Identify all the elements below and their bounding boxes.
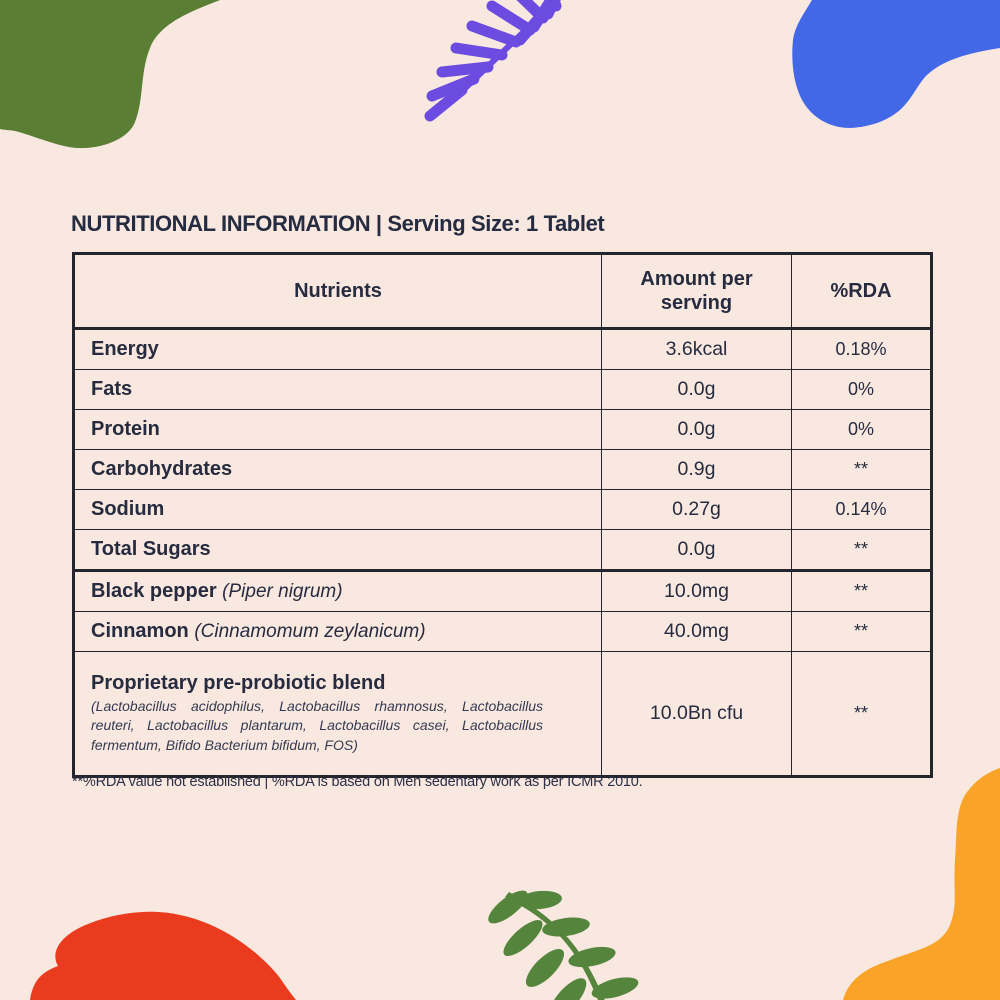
amount-value: 10.0Bn cfu — [602, 652, 792, 777]
amount-value: 3.6kcal — [602, 329, 792, 370]
rda-value: 0.18% — [792, 329, 932, 370]
amount-value: 0.0g — [602, 410, 792, 450]
nutrient-name: Cinnamon — [91, 620, 189, 642]
table-row-fats — [74, 370, 932, 410]
green-leaf-sprig-icon — [484, 885, 641, 1000]
table-row-cinnamon — [74, 612, 932, 652]
amount-value: 0.0g — [602, 370, 792, 410]
table-header-row — [74, 254, 932, 329]
nutrient-name: Black pepper — [91, 580, 217, 602]
green-blob-decoration — [0, 0, 220, 148]
table-row-sodium — [74, 490, 932, 530]
nutrient-name: Sodium — [74, 490, 602, 530]
table-row-energy — [74, 329, 932, 370]
orange-blob-decoration — [843, 768, 1000, 1000]
rda-value: ** — [792, 571, 932, 612]
nutrient-name-cell — [74, 571, 602, 612]
header-rda: %RDA — [792, 254, 932, 329]
rda-value: ** — [792, 530, 932, 571]
amount-value: 10.0mg — [602, 571, 792, 612]
nutrient-latin-name: (Piper nigrum) — [222, 581, 343, 602]
amount-value: 0.27g — [602, 490, 792, 530]
rda-value: 0% — [792, 370, 932, 410]
rda-value: 0% — [792, 410, 932, 450]
table-row-black-pepper — [74, 571, 932, 612]
blue-blob-decoration — [792, 0, 1000, 128]
rda-value: ** — [792, 450, 932, 490]
amount-value: 40.0mg — [602, 612, 792, 652]
nutrient-latin-name: (Cinnamomum zeylanicum) — [194, 621, 426, 642]
purple-fern-icon — [430, 0, 564, 116]
table-row-protein — [74, 410, 932, 450]
nutrient-name-cell — [74, 652, 602, 777]
amount-value: 0.0g — [602, 530, 792, 571]
amount-value: 0.9g — [602, 450, 792, 490]
header-amount-per-serving: Amount per serving — [602, 254, 792, 329]
rda-value: ** — [792, 612, 932, 652]
nutrient-name-cell — [74, 612, 602, 652]
nutrient-name: Energy — [74, 329, 602, 370]
nutrient-name: Fats — [74, 370, 602, 410]
table-row-total-sugars — [74, 530, 932, 571]
nutrient-name: Protein — [74, 410, 602, 450]
nutrient-name: Total Sugars — [74, 530, 602, 571]
nutrition-table — [72, 252, 933, 778]
rda-value: 0.14% — [792, 490, 932, 530]
red-blob-decoration — [30, 912, 296, 1000]
rda-footnote: **%RDA value not established | %RDA is based on Men sedentary work as per ICMR 2010. — [72, 774, 643, 790]
nutrient-name: Carbohydrates — [74, 450, 602, 490]
nutrient-name: Proprietary pre-probiotic blend — [91, 672, 386, 695]
page-title: NUTRITIONAL INFORMATION | Serving Size: 1 Tablet — [71, 211, 605, 236]
table-row-carbohydrates — [74, 450, 932, 490]
header-nutrients: Nutrients — [74, 254, 602, 329]
table-row-proprietary-blend — [74, 652, 932, 777]
rda-value: ** — [792, 652, 932, 777]
blend-ingredients-list: (Lactobacillus acidophilus, Lactobacillus rhamnosus, Lactobacillus reuteri, Lactobacillus plantarum, Lactobacillus casei, Lactobacillus fermentum, Bifido Bacterium bifidum, FOS) — [91, 698, 543, 753]
